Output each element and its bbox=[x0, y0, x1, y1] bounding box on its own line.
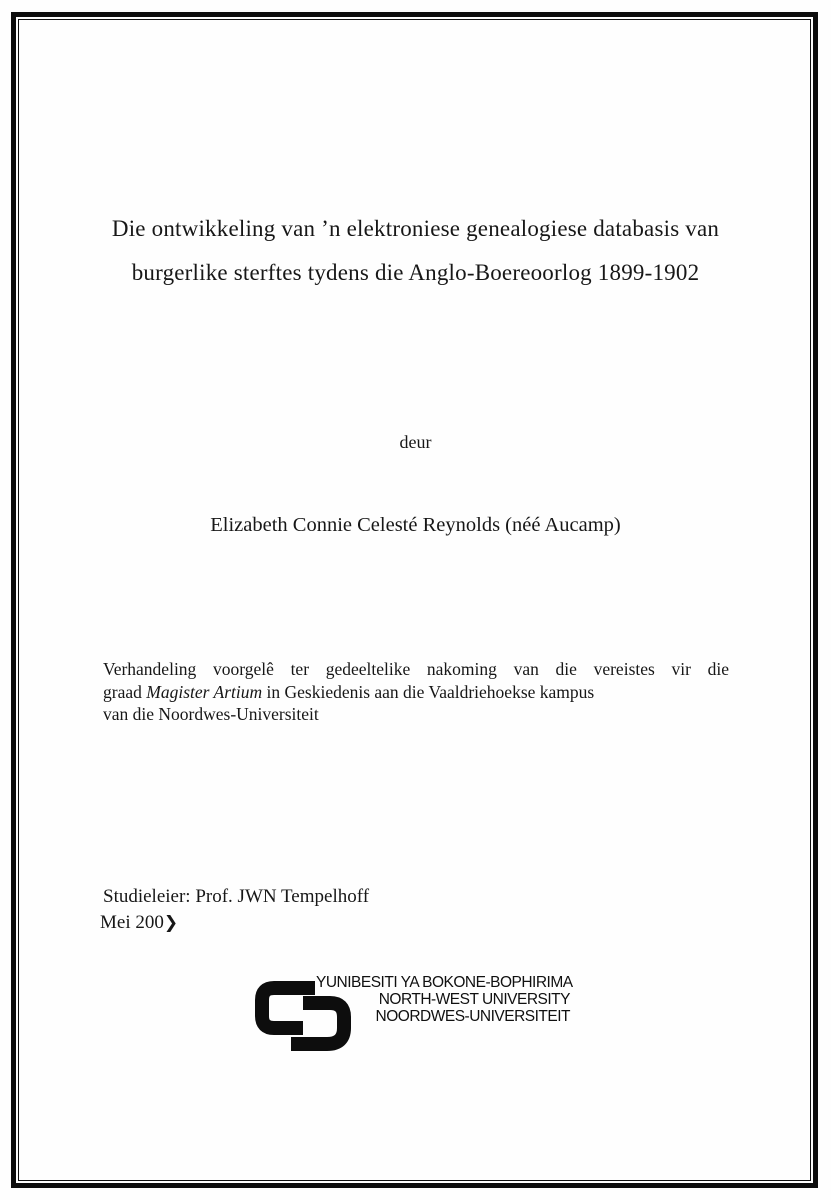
byline-deur: deur bbox=[399, 432, 432, 452]
supervisor-line: Studieleier: Prof. JWN Tempelhoff bbox=[103, 886, 370, 907]
degree-statement-line2 bbox=[103, 681, 729, 704]
date-prefix: Mei 200 bbox=[100, 912, 164, 933]
author-name: Elizabeth Connie Celesté Reynolds (néé Aucamp) bbox=[210, 514, 621, 536]
date-digit-seven-glyph: ❯ bbox=[163, 913, 179, 933]
date-line bbox=[100, 910, 178, 936]
degree-statement-line2-post: in Geskiedenis aan die Vaaldriehoekse kampus bbox=[262, 681, 595, 702]
university-wordmark bbox=[316, 974, 573, 1026]
university-name-afrikaans: NOORDWES-UNIVERSITEIT bbox=[375, 1008, 570, 1026]
degree-name-italic: Magister Artium bbox=[146, 681, 263, 702]
thesis-title-line2: burgerlike sterftes tydens die Anglo-Boereoorlog 1899-1902 bbox=[131, 260, 700, 285]
thesis-title bbox=[60, 207, 771, 295]
degree-statement-line3: van die Noordwes-Universiteit bbox=[103, 704, 319, 724]
university-name-setswana: YUNIBESITI YA BOKONE-BOPHIRIMA bbox=[316, 974, 573, 991]
degree-statement-line2-pre: graad bbox=[103, 681, 147, 702]
degree-statement bbox=[103, 658, 729, 726]
degree-statement-line1: Verhandeling voorgelê ter gedeeltelike nakoming van die vereistes vir die bbox=[103, 659, 729, 679]
university-name-english: NORTH-WEST UNIVERSITY bbox=[378, 991, 570, 1009]
thesis-title-line1: Die ontwikkeling van ’n elektroniese genealogiese databasis van bbox=[111, 216, 720, 241]
